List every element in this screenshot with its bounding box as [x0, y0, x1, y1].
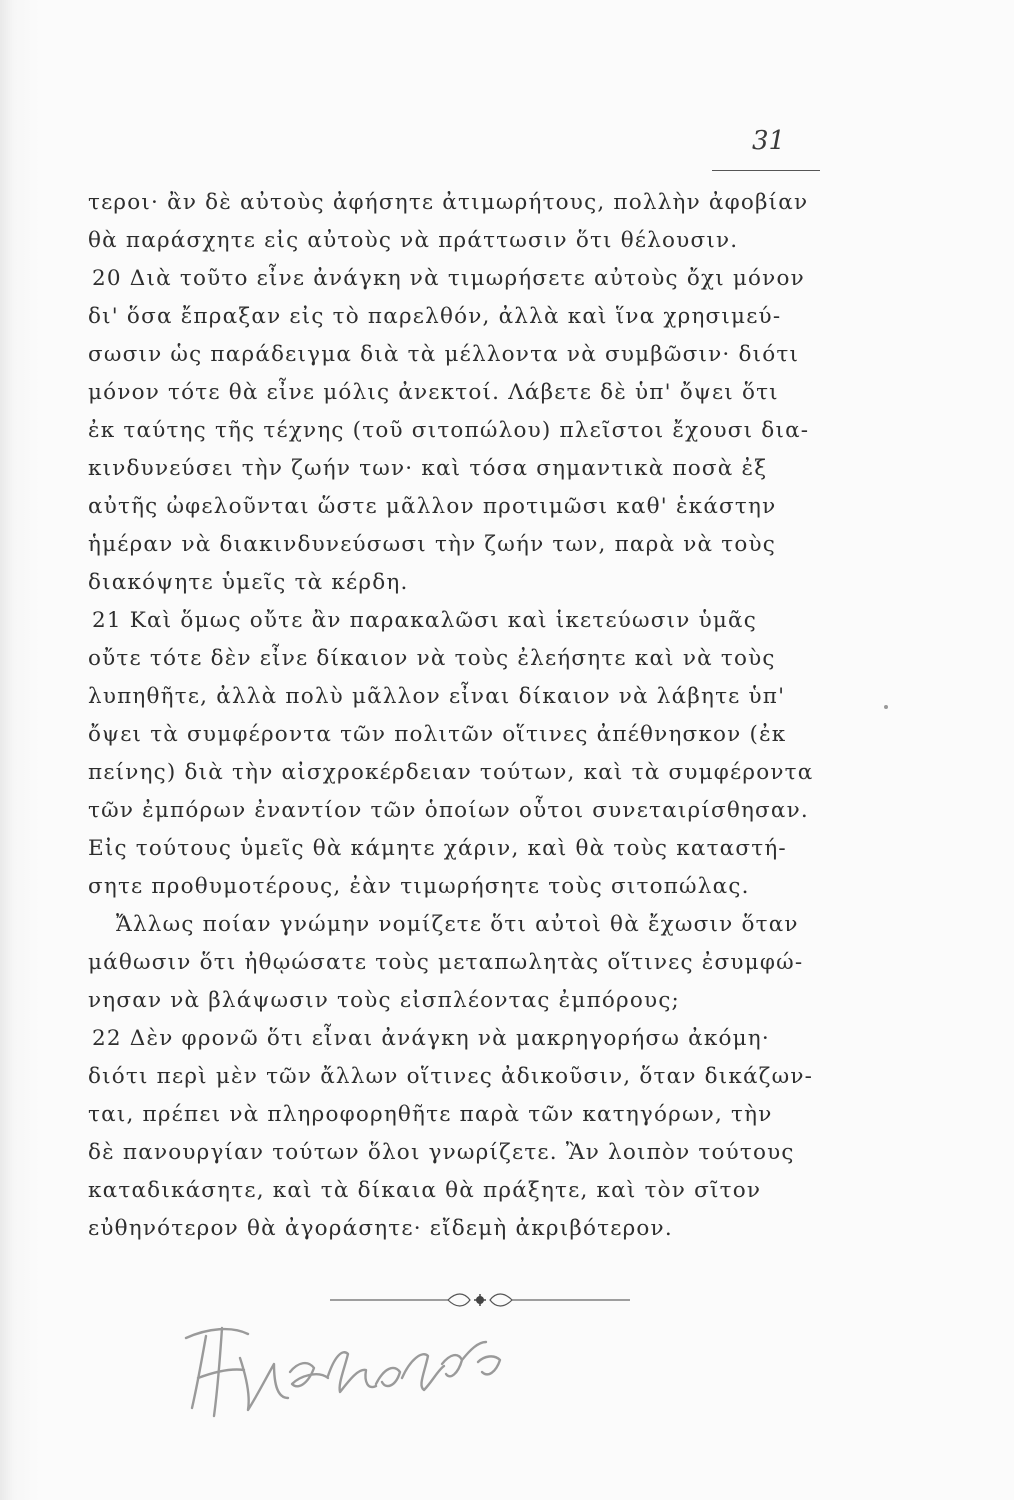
stray-mark — [884, 705, 888, 709]
handwritten-signature — [178, 1298, 538, 1428]
text-line: κινδυνεύσει τὴν ζωήν των· καὶ τόσα σημαντικὰ ποσὰ ἐξ — [88, 456, 768, 481]
page-number: 31 — [752, 126, 786, 156]
text-line: δι' ὅσα ἔπραξαν εἰς τὸ παρελθόν, ἀλλὰ καὶ ἵνα χρησιμεύ- — [88, 304, 782, 329]
text-line: σητε προθυμοτέρους, ἐὰν τιμωρήσητε τοὺς σιτοπώλας. — [88, 874, 750, 899]
text-line: 22 Δὲν φρονῶ ὅτι εἶναι ἀνάγκη νὰ μακρηγορήσω ἀκόμη· — [92, 1026, 770, 1051]
text-line: θὰ παράσχητε εἰς αὐτοὺς νὰ πράττωσιν ὅτι θέλουσιν. — [88, 228, 739, 253]
text-line: καταδικάσητε, καὶ τὰ δίκαια θὰ πράξητε, καὶ τὸν σῖτον — [88, 1178, 762, 1203]
text-line: σωσιν ὡς παράδειγμα διὰ τὰ μέλλοντα νὰ συμβῶσιν· διότι — [88, 342, 800, 367]
text-line: 21 Καὶ ὅμως οὔτε ἂν παρακαλῶσι καὶ ἱκετεύωσιν ὑμᾶς — [92, 608, 758, 633]
text-line: μόνον τότε θὰ εἶνε μόλις ἀνεκτοί. Λάβετε δὲ ὑπ' ὄψει ὅτι — [88, 380, 779, 405]
text-line: ται, πρέπει νὰ πληροφορηθῆτε παρὰ τῶν κατηγόρων, τὴν — [88, 1102, 773, 1127]
body-text — [88, 184, 848, 1248]
text-line: 20 Διὰ τοῦτο εἶνε ἀνάγκη νὰ τιμωρήσετε αὐτοὺς ὄχι μόνον — [92, 266, 805, 291]
text-line: Ἄλλως ποίαν γνώμην νομίζετε ὅτι αὐτοὶ θὰ ἔχωσιν ὅταν — [116, 912, 799, 937]
header-rule — [712, 170, 820, 171]
text-line: πείνης) διὰ τὴν αἰσχροκέρδειαν τούτων, καὶ τὰ συμφέροντα — [88, 760, 814, 785]
text-line: ὄψει τὰ συμφέροντα τῶν πολιτῶν οἵτινες ἀπέθνησκον (ἐκ — [88, 722, 787, 747]
text-line: διότι περὶ μὲν τῶν ἄλλων οἵτινες ἀδικοῦσιν, ὅταν δικάζων- — [88, 1064, 814, 1089]
text-line: νησαν νὰ βλάψωσιν τοὺς εἰσπλέοντας ἐμπόρους; — [88, 988, 681, 1013]
text-line: εὐθηνότερον θὰ ἀγοράσητε· εἴδεμὴ ἀκριβότερον. — [88, 1216, 673, 1241]
text-line: οὔτε τότε δὲν εἶνε δίκαιον νὰ τοὺς ἐλεήσητε καὶ νὰ τοὺς — [88, 646, 776, 671]
text-line: διακόψητε ὑμεῖς τὰ κέρδη. — [88, 570, 409, 595]
text-line: τεροι· ἂν δὲ αὐτοὺς ἀφήσητε ἀτιμωρήτους, πολλὴν ἀφοβίαν — [88, 190, 809, 215]
text-line: μάθωσιν ὅτι ἠθῳώσατε τοὺς μεταπωλητὰς οἵτινες ἐσυμφώ- — [88, 950, 804, 975]
text-line: ἡμέραν νὰ διακινδυνεύσωσι τὴν ζωήν των, παρὰ νὰ τοὺς — [88, 532, 776, 557]
text-line: Εἰς τούτους ὑμεῖς θὰ κάμητε χάριν, καὶ θὰ τοὺς καταστή- — [88, 836, 787, 861]
text-line: ἐκ ταύτης τῆς τέχνης (τοῦ σιτοπώλου) πλεῖστοι ἔχουσι δια- — [88, 418, 810, 443]
text-line: λυπηθῆτε, ἀλλὰ πολὺ μᾶλλον εἶναι δίκαιον νὰ λάβητε ὑπ' — [88, 684, 786, 709]
text-line: τῶν ἐμπόρων ἐναντίον τῶν ὁποίων οὗτοι συνεταιρίσθησαν. — [88, 798, 809, 823]
text-line: αὐτῆς ὠφελοῦνται ὥστε μᾶλλον προτιμῶσι καθ' ἑκάστην — [88, 494, 777, 519]
text-line: δὲ πανουργίαν τούτων ὅλοι γνωρίζετε. Ἂν λοιπὸν τούτους — [88, 1140, 795, 1165]
